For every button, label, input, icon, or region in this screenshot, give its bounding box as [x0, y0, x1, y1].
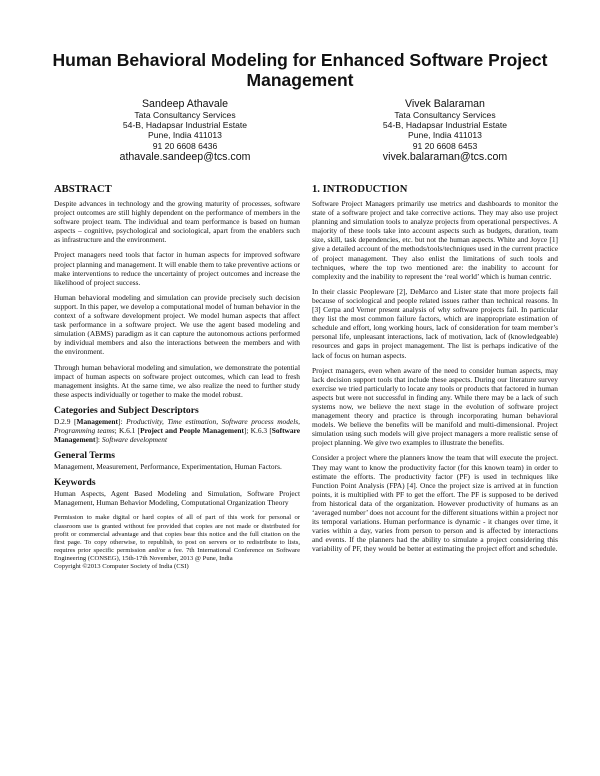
- author-block: [330, 98, 560, 163]
- copyright-text: Copyright ©2013 Computer Society of India (CSI): [54, 563, 189, 570]
- abstract-heading: ABSTRACT: [54, 184, 112, 195]
- introduction-paragraph: Software Project Managers primarily use metrics and dashboards to monitor the state of a software project and take corrective actions. They may also use project planning and simulation tools to analyze projects from operational perspectives. A majority of these tools take into account aspects such as budgets, duration, team size, skill, task dependencies, etc. but not the human aspects. White and Joyce [1] give a detailed account of the methods/tools/techniques used in the current practice of project management. They also enlist the limitations of such tools and techniques, where the top two mentioned are: the inability to account for complexity and the inability to represent the ‘real world’ which is human centric.: [312, 199, 558, 281]
- introduction-paragraph: Consider a project where the planners know the team that will execute the project. They may want to know the productivity factor (for this known team) in order to estimate the efforts. The productivity factor (PF) is used in techniques like Function Point Analysis (FPA) [4]. Once the project size is arrived at in function points, it is multiplied with PF to get the effort. The PF is supposed to be derived from historical data of the organization. However productivity of humans as an ‘averaged number’ does not account for the different situations within a project nor its temporal variations. Human performance is dynamic - it changes over time, it varies within a day, varies from person to person and is affected by interactions and events. If the planners had the ability to simulate a project considering this variability of PF, they would be better at estimating the project effort and schedule.: [312, 453, 558, 554]
- keywords-text: Human Aspects, Agent Based Modeling and Simulation, Software Project Management, Human Behavior Modeling, Computational Organization Theory: [54, 489, 300, 508]
- keywords-heading: Keywords: [54, 477, 96, 489]
- author-org: Tata Consultancy Services: [394, 110, 496, 120]
- abstract-paragraph: Through human behavioral modeling and simulation, we demonstrate the potential impact of human aspects on software project outcomes, which can lead to fresh management insights. At the same time, we also realize the need to further study these aspects individually or together to make the model robust.: [54, 362, 300, 399]
- author-city: Pune, India 411013: [408, 130, 482, 141]
- author-org: Tata Consultancy Services: [134, 110, 236, 120]
- author-block: [70, 98, 300, 163]
- categories-text: D.2.9 [Management]: Productivity, Time estimation, Software process models, Programming teams; K.6.1 [Project and People Management]; K.6.3 [Software Management]: Software development: [54, 416, 300, 445]
- author-address: 54-B, Hadapsar Industrial Estate: [382, 120, 508, 131]
- left-column: [54, 184, 300, 571]
- permission-text: Permission to make digital or hard copies of all of part of this work for personal or classroom use is granted without fee provided that copies are not made or distributed for profit or commercial advantage and that copies bear this notice and the full citation on the first page. To copy otherwise, to republish, to post on servers or to redistribute to lists, requires prior specific permission and/or a fee. 7th International Conference on Software Engineering (CONSEG), 15th-17th November, 2013 @ Pune, India: [54, 514, 300, 562]
- introduction-heading: 1. INTRODUCTION: [312, 184, 408, 195]
- author-city: Pune, India 411013: [148, 130, 222, 141]
- abstract-paragraph: Despite advances in technology and the growing maturity of processes, software project outcomes are still highly dependent on the performance of members in the software project team. The individual and team performance is based on human aspects – cognitive, psychological and sociological, apart from the enablers such as infrastructure and the environment.: [54, 199, 300, 245]
- paper-title: Human Behavioral Modeling for Enhanced Software Project Management: [52, 50, 548, 90]
- abstract-paragraph: Project managers need tools that factor in human aspects for improved software project planning and management. It will enable them to take preventive actions or make interventions to reduce the uncertainty of project outcomes and increase the likelihood of project success.: [54, 250, 300, 287]
- general-terms-text: Management, Measurement, Performance, Experimentation, Human Factors.: [54, 462, 282, 472]
- categories-heading: Categories and Subject Descriptors: [54, 404, 199, 416]
- author-address: 54-B, Hadapsar Industrial Estate: [122, 120, 248, 131]
- general-terms-heading: General Terms: [54, 450, 116, 462]
- right-column: [312, 184, 558, 559]
- author-email: vivek.balaraman@tcs.com: [382, 150, 508, 163]
- author-email: athavale.sandeep@tcs.com: [119, 150, 251, 163]
- introduction-paragraph: Project managers, even when aware of the need to consider human aspects, may lack decision support tools that include these aspects. During our literature survey exercise we tried particularly to locate any tools or products that factored in human aspects but were not successful in finding any. While there may be a lack of such systems now, we believe the next stage in the evolution of software project management theory and practice is through incorporating human behavioral models. We believe the benefits will be manifold and multi-dimensional. Project simulation using such models will give project managers a more realistic sense of project planning. We give two examples to illustrate the benefits.: [312, 365, 558, 448]
- author-phone: 91 20 6608 6453: [412, 140, 478, 151]
- author-name: Vivek Balaraman: [405, 98, 485, 110]
- introduction-paragraph: In their classic Peopleware [2], DeMarco and Lister state that more projects fail because of sociological and people related issues rather than technical reasons. In [3] Cerpa and Verner present analysis of why software projects fail. In particular they list the most common failure factors, which are inappropriate estimation of schedule and effort, long working hours, lack of consideration for team member’s personal life, unpleasant interactions, lack of motivation, lack of (knowledgeable) resources and gaps in project management. The list is perhaps indicative of the lack of focus on human aspects.: [312, 286, 558, 360]
- permission-notice: [54, 514, 300, 571]
- author-phone: 91 20 6608 6436: [152, 140, 218, 151]
- author-name: Sandeep Athavale: [141, 98, 228, 110]
- abstract-paragraph: Human behavioral modeling and simulation can provide precisely such decision support. In this paper, we develop a computational model of human behavior in the context of a software development project. We model human aspects that affect task performance in a software project. We use the agent based modeling and simulation (ABMS) paradigm as it can capture the autonomous actions performed by individual members and also the interactions between the members and with the environment.: [54, 292, 300, 357]
